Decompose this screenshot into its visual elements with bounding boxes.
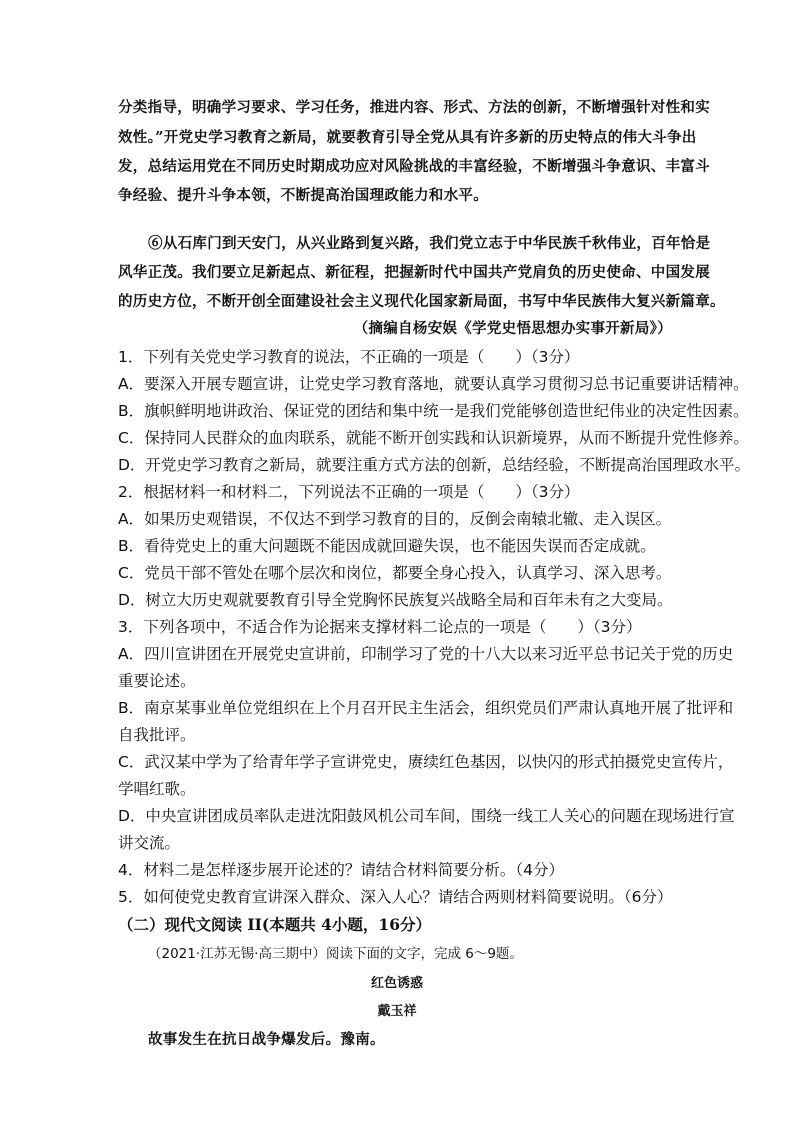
question-1-option-c: C．保持同人民群众的血肉联系，就能不断开创实践和认识新境界，从而不断提升党性修养。 [118, 429, 749, 447]
material-line-2: 效性。”开党史学习教育之新局，就要教育引导全党从具有许多新的历史特点的伟大斗争出 [118, 129, 697, 146]
section-heading: （二）现代文阅读 II(本题共 4小题，16分） [118, 915, 431, 934]
question-1: 1．下列有关党史学习教育的说法，不正确的一项是（ ）（3分） [118, 348, 580, 366]
question-2-option-c: C．党员干部不管处在哪个层次和岗位，都要全身心投入，认真学习、深入思考。 [118, 564, 672, 582]
question-1-option-d: D．开党史学习教育之新局，就要注重方式方法的创新，总结经验，不断提高治国理政水平。 [118, 456, 750, 474]
paragraph-6-line-1: ⑥从石库门到天安门，从兴业路到复兴路，我们党立志于中华民族千秋伟业，百年恰是 [148, 235, 711, 252]
material-source: （摘编自杨安娱《学党史悟思想办实事开新局》） [353, 320, 672, 337]
question-1-option-a: A．要深入开展专题宣讲，让党史学习教育落地，就要认真学习贯彻习总书记重要讲话精神。 [118, 375, 749, 393]
material-line-3: 发，总结运用党在不同历史时期成功应对风险挑战的丰富经验，不断增强斗争意识、丰富斗 [118, 158, 710, 175]
section-intro: （2021·江苏无锡·高三期中）阅读下面的文字，完成 6～9题。 [148, 946, 523, 962]
question-3-option-c-cont: 学唱红歌。 [118, 780, 196, 798]
question-3-option-a: A．四川宣讲团在开展党史宣讲前，印制学习了党的十八大以来习近平总书记关于党的历史 [118, 645, 734, 663]
question-3-option-d: D．中央宣讲团成员率队走进沈阳鼓风机公司车间，围绕一线工人关心的问题在现场进行宣 [118, 807, 735, 825]
paragraph-6-line-2: 风华正茂。我们要立足新起点、新征程，把握新时代中国共产党肩负的历史使命、中国发展 [118, 264, 710, 281]
question-2-option-b: B．看待党史上的重大问题既不能因成就回避失误，也不能因失误而否定成就。 [118, 537, 656, 555]
material-line-1: 分类指导，明确学习要求、学习任务，推进内容、形式、方法的创新，不断增强针对性和实 [118, 99, 710, 116]
story-author: 戴玉祥 [377, 1004, 417, 1019]
question-3-option-a-cont: 重要论述。 [118, 672, 196, 690]
paragraph-6-line-3: 的历史方位，不断开创全面建设社会主义现代化国家新局面，书写中华民族伟大复兴新篇章。 [118, 293, 725, 310]
question-3-option-d-cont: 讲交流。 [118, 834, 181, 852]
question-3-option-c: C．武汉某中学为了给青年学子宣讲党史，赓续红色基因，以快闪的形式拍摄党史宣传片， [118, 753, 734, 771]
question-2-option-a: A．如果历史观错误，不仅达不到学习教育的目的，反倒会南辕北辙、走入误区。 [118, 510, 672, 528]
story-first-line: 故事发生在抗日战争爆发后。豫南。 [148, 1031, 385, 1048]
question-3-option-b: B．南京某事业单位党组织在上个月召开民主生活会，组织党员们严肃认真地开展了批评和 [118, 699, 734, 717]
question-1-option-b: B．旗帜鲜明地讲政治、保证党的团结和集中统一是我们党能够创造世纪伟业的决定性因素。 [118, 402, 749, 420]
question-5: 5．如何使党史教育宣讲深入群众、深入人心？请结合两则材料简要说明。（6分） [118, 888, 673, 906]
question-2-option-d: D．树立大历史观就要教育引导全党胸怀民族复兴战略全局和百年未有之大变局。 [118, 591, 673, 609]
question-3: 3．下列各项中，不适合作为论据来支撑材料二论点的一项是（ ）（3分） [118, 618, 642, 636]
story-title: 红色诱惑 [370, 976, 423, 991]
question-3-option-b-cont: 自我批评。 [118, 726, 196, 744]
question-2: 2．根据材料一和材料二，下列说法不正确的一项是（ ）（3分） [118, 483, 580, 501]
question-4: 4．材料二是怎样逐步展开论述的？请结合材料简要分析。（4分） [118, 861, 564, 879]
material-line-4: 争经验、提升斗争本领，不断提高治国理政能力和水平。 [118, 187, 488, 204]
